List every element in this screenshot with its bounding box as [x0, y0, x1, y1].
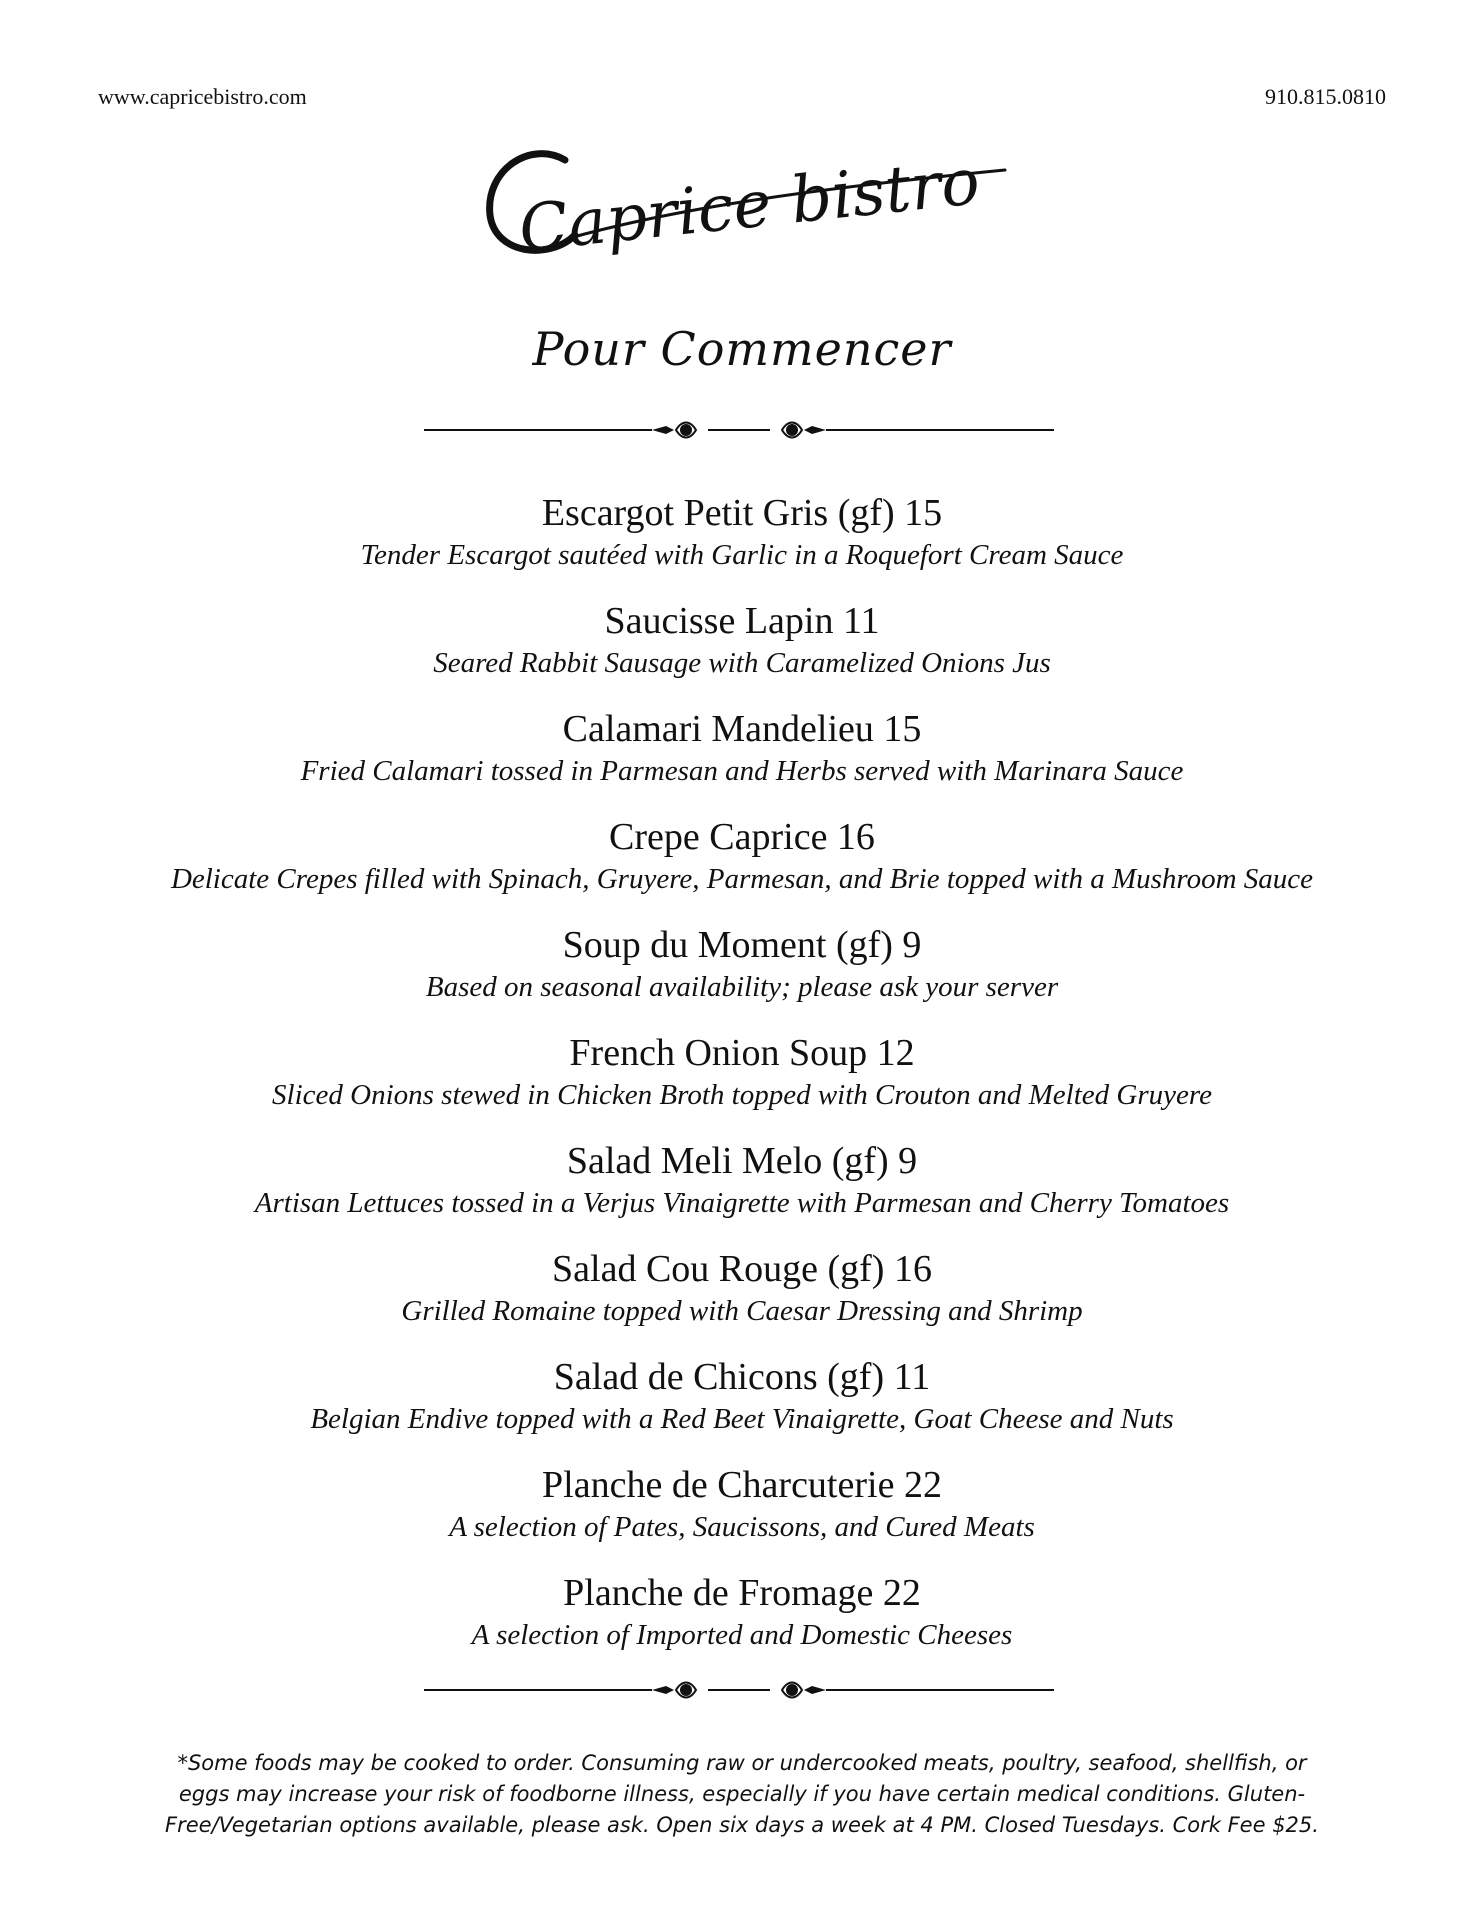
menu-item [0, 814, 1484, 898]
menu-item-name: Salad de Chicons (gf) 11 [553, 1356, 931, 1398]
menu-item [0, 598, 1484, 682]
menu-item-name: Saucisse Lapin 11 [604, 600, 880, 642]
menu-items-list [0, 490, 1484, 1654]
menu-item-description: Based on seasonal availability; please ask your server [425, 971, 1059, 1003]
section-title: Pour Commencer [532, 322, 952, 376]
ornament-divider-top [424, 418, 1054, 442]
menu-item-name: Salad Cou Rouge (gf) 16 [552, 1248, 932, 1290]
menu-item-description: Tender Escargot sautéed with Garlic in a Roquefort Cream Sauce [360, 539, 1124, 571]
menu-item-name: Crepe Caprice 16 [609, 816, 875, 858]
menu-item-name: Soup du Moment (gf) 9 [562, 924, 922, 966]
website-url: www.capricebistro.com [98, 84, 307, 109]
ornament-divider-bottom [424, 1678, 1054, 1702]
menu-item-name: Calamari Mandelieu 15 [562, 708, 922, 750]
menu-item [0, 1030, 1484, 1114]
menu-item-name: Planche de Charcuterie 22 [542, 1464, 942, 1506]
menu-item-description: Delicate Crepes filled with Spinach, Gruyere, Parmesan, and Brie topped with a Mushroom Sauce [170, 863, 1314, 895]
menu-item-description: Sliced Onions stewed in Chicken Broth topped with Crouton and Melted Gruyere [272, 1079, 1212, 1111]
menu-item-name: Salad Meli Melo (gf) 9 [566, 1140, 918, 1182]
logo-text: Caprice bistro [515, 145, 984, 267]
menu-item-name: French Onion Soup 12 [569, 1032, 915, 1074]
menu-item [0, 706, 1484, 790]
menu-item [0, 1246, 1484, 1330]
footer-line: *Some foods may be cooked to order. Consuming raw or undercooked meats, poultry, seafood, shellfish, or [177, 1751, 1307, 1775]
footer-line: eggs may increase your risk of foodborne illness, especially if you have certain medical conditions. Gluten- [178, 1782, 1306, 1806]
phone-number: 910.815.0810 [1265, 84, 1386, 109]
menu-item-name: Planche de Fromage 22 [563, 1572, 921, 1614]
menu-item [0, 1570, 1484, 1654]
caprice-bistro-logo [470, 130, 1010, 280]
menu-item-description: Belgian Endive topped with a Red Beet Vinaigrette, Goat Cheese and Nuts [310, 1403, 1174, 1435]
menu-item [0, 1138, 1484, 1222]
footer-line: Free/Vegetarian options available, please ask. Open six days a week at 4 PM. Closed Tuesdays. Cork Fee $25. [165, 1813, 1319, 1837]
menu-item-description: A selection of Imported and Domestic Cheeses [471, 1619, 1013, 1651]
menu-item-description: Seared Rabbit Sausage with Caramelized Onions Jus [433, 647, 1051, 679]
menu-item [0, 490, 1484, 574]
menu-item-description: A selection of Pates, Saucissons, and Cured Meats [449, 1511, 1035, 1543]
menu-item [0, 1354, 1484, 1438]
menu-item-description: Fried Calamari tossed in Parmesan and Herbs served with Marinara Sauce [300, 755, 1184, 787]
menu-item-description: Artisan Lettuces tossed in a Verjus Vinaigrette with Parmesan and Cherry Tomatoes [254, 1187, 1230, 1219]
menu-item [0, 922, 1484, 1006]
footer-disclaimer [110, 1748, 1374, 1841]
menu-item-description: Grilled Romaine topped with Caesar Dressing and Shrimp [401, 1295, 1083, 1327]
menu-item [0, 1462, 1484, 1546]
menu-item-name: Escargot Petit Gris (gf) 15 [541, 492, 943, 534]
